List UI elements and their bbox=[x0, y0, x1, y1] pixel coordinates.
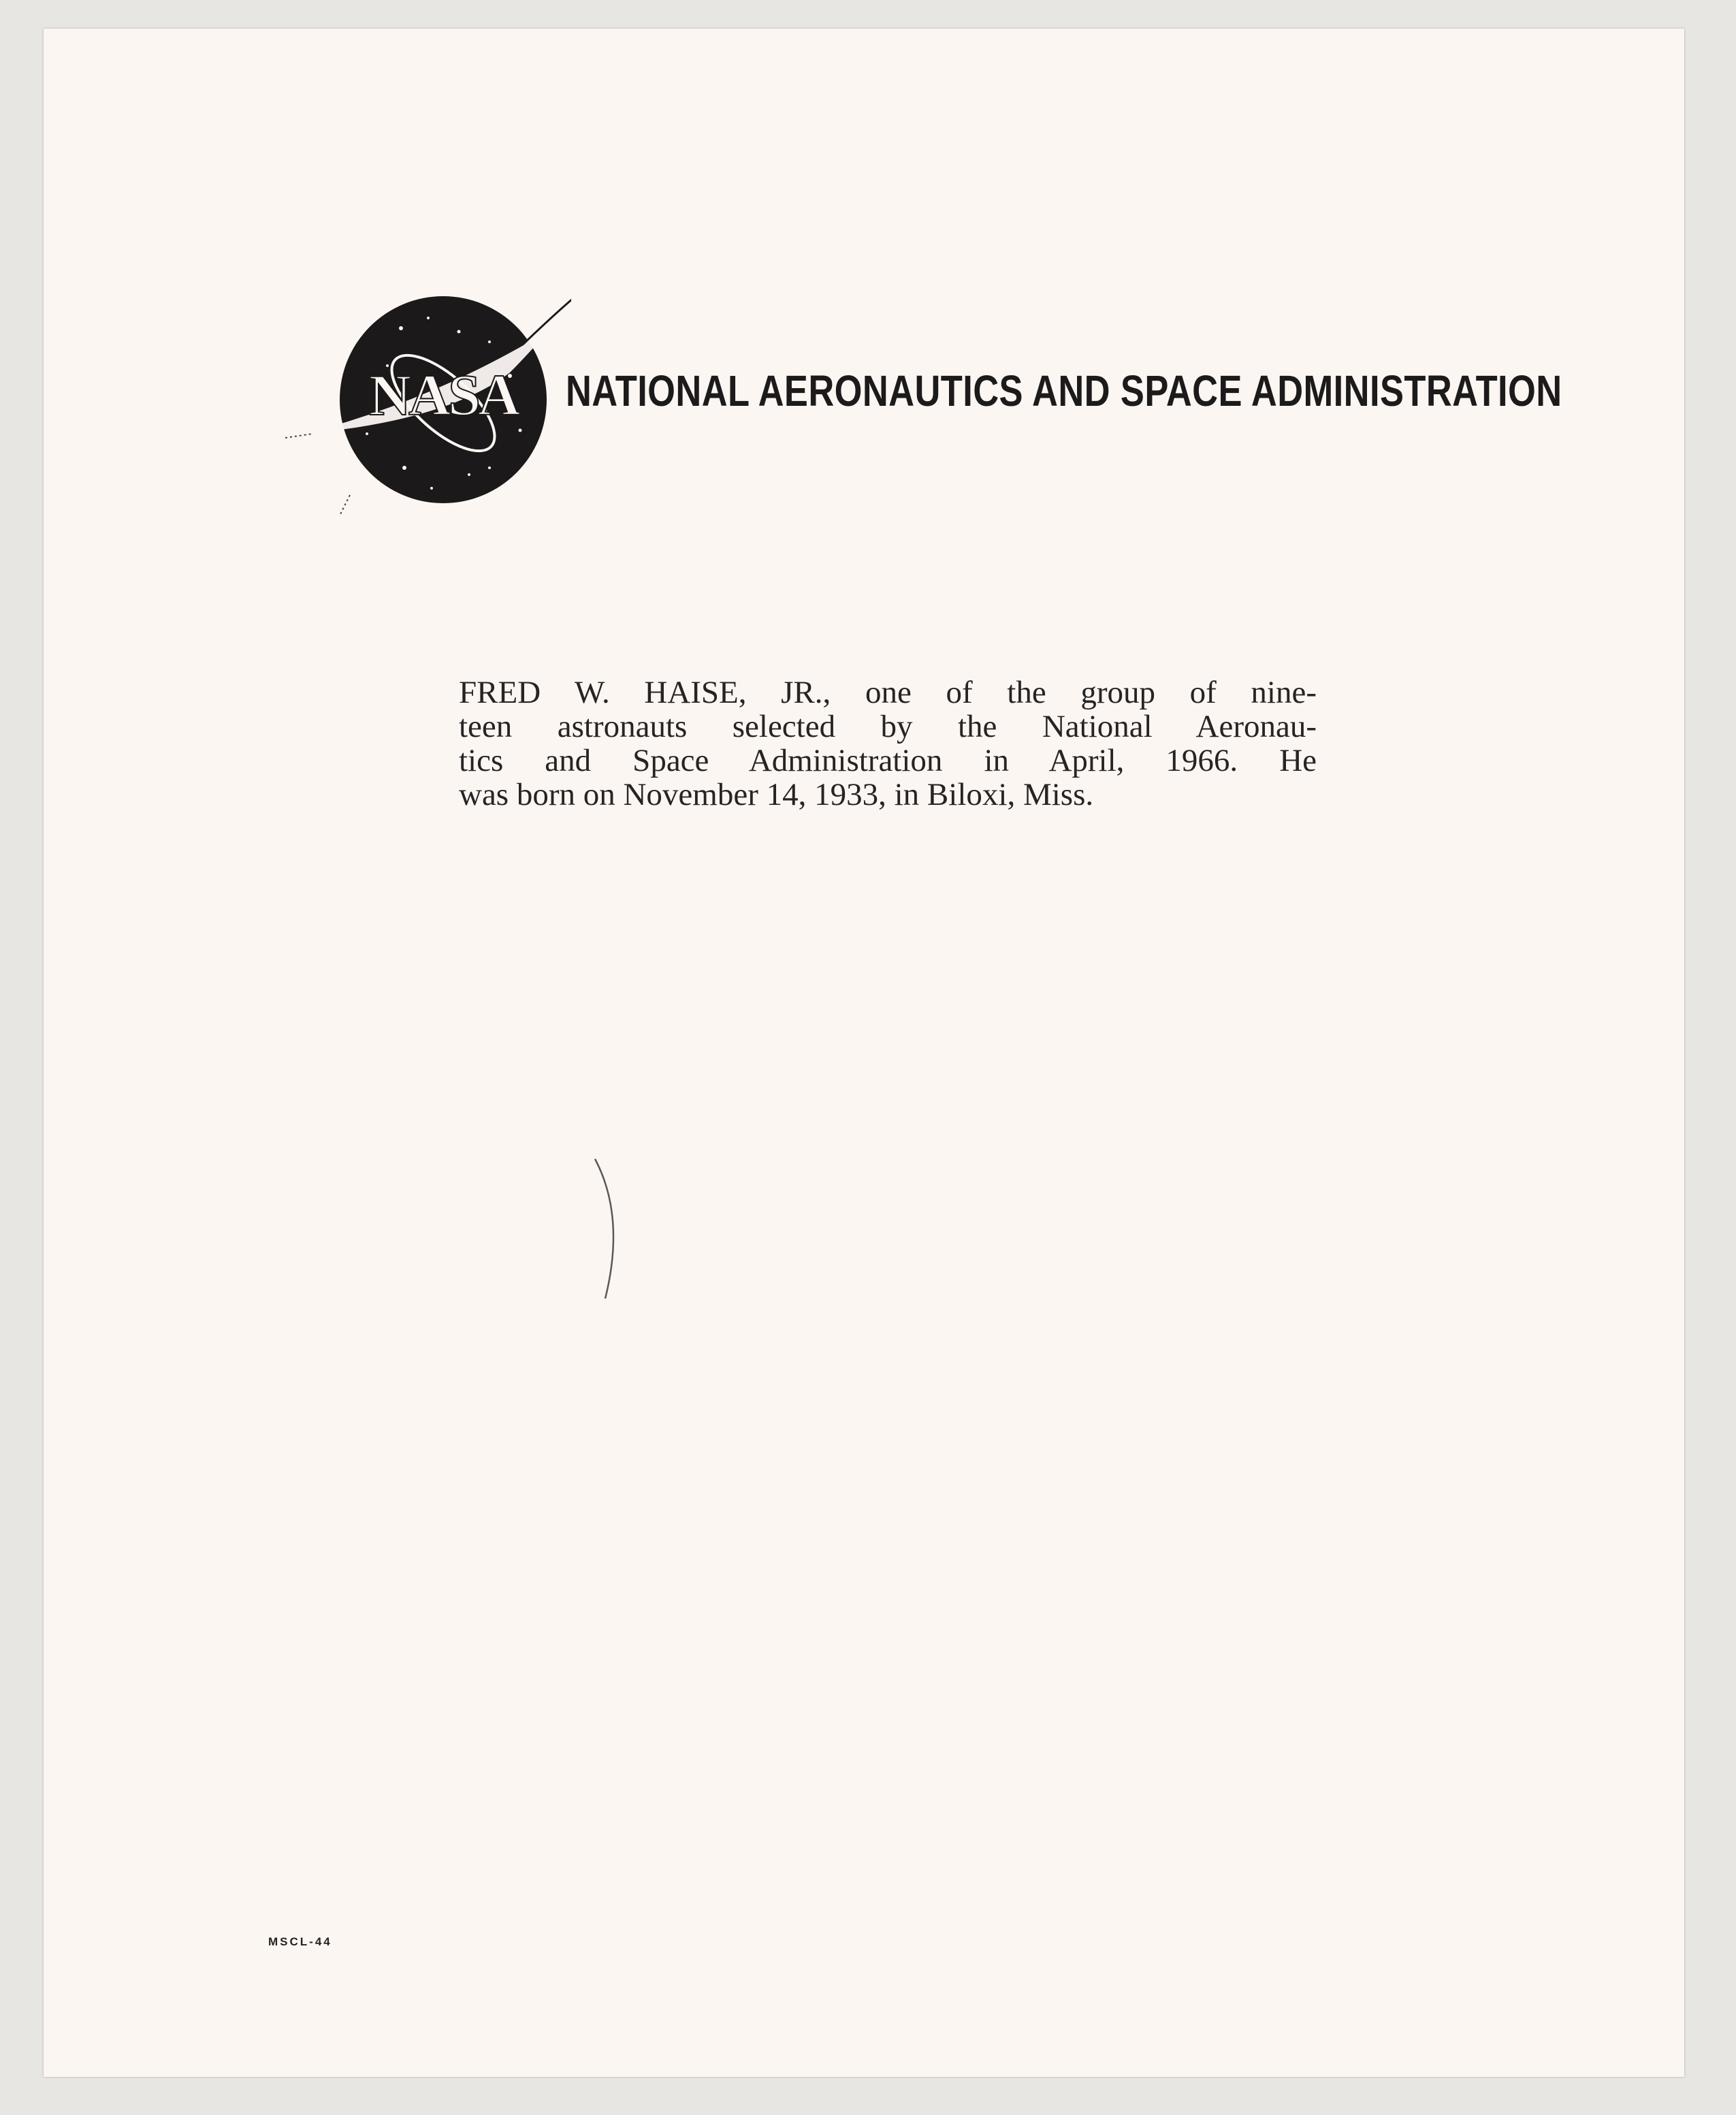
bio-line: FRED W. HAISE, JR., one of the group of nine- bbox=[459, 675, 1317, 710]
bio-line: tics and Space Administration in April, 1966. He bbox=[459, 743, 1317, 778]
bio-line: was born on November 14, 1933, in Biloxi, Miss. bbox=[459, 777, 1094, 812]
pencil-mark bbox=[588, 1156, 629, 1305]
svg-text:NASA: NASA bbox=[368, 362, 518, 428]
document-sheet bbox=[44, 29, 1684, 2077]
agency-name: NATIONAL AERONAUTICS AND SPACE ADMINISTRATION bbox=[566, 366, 1562, 415]
astronaut-biography bbox=[459, 675, 1317, 812]
nasa-meatball-icon bbox=[285, 264, 571, 522]
form-code: MSCL-44 bbox=[268, 1935, 332, 1948]
bio-line: teen astronauts selected by the National Aeronau- bbox=[459, 709, 1317, 744]
letterhead bbox=[285, 264, 1562, 522]
